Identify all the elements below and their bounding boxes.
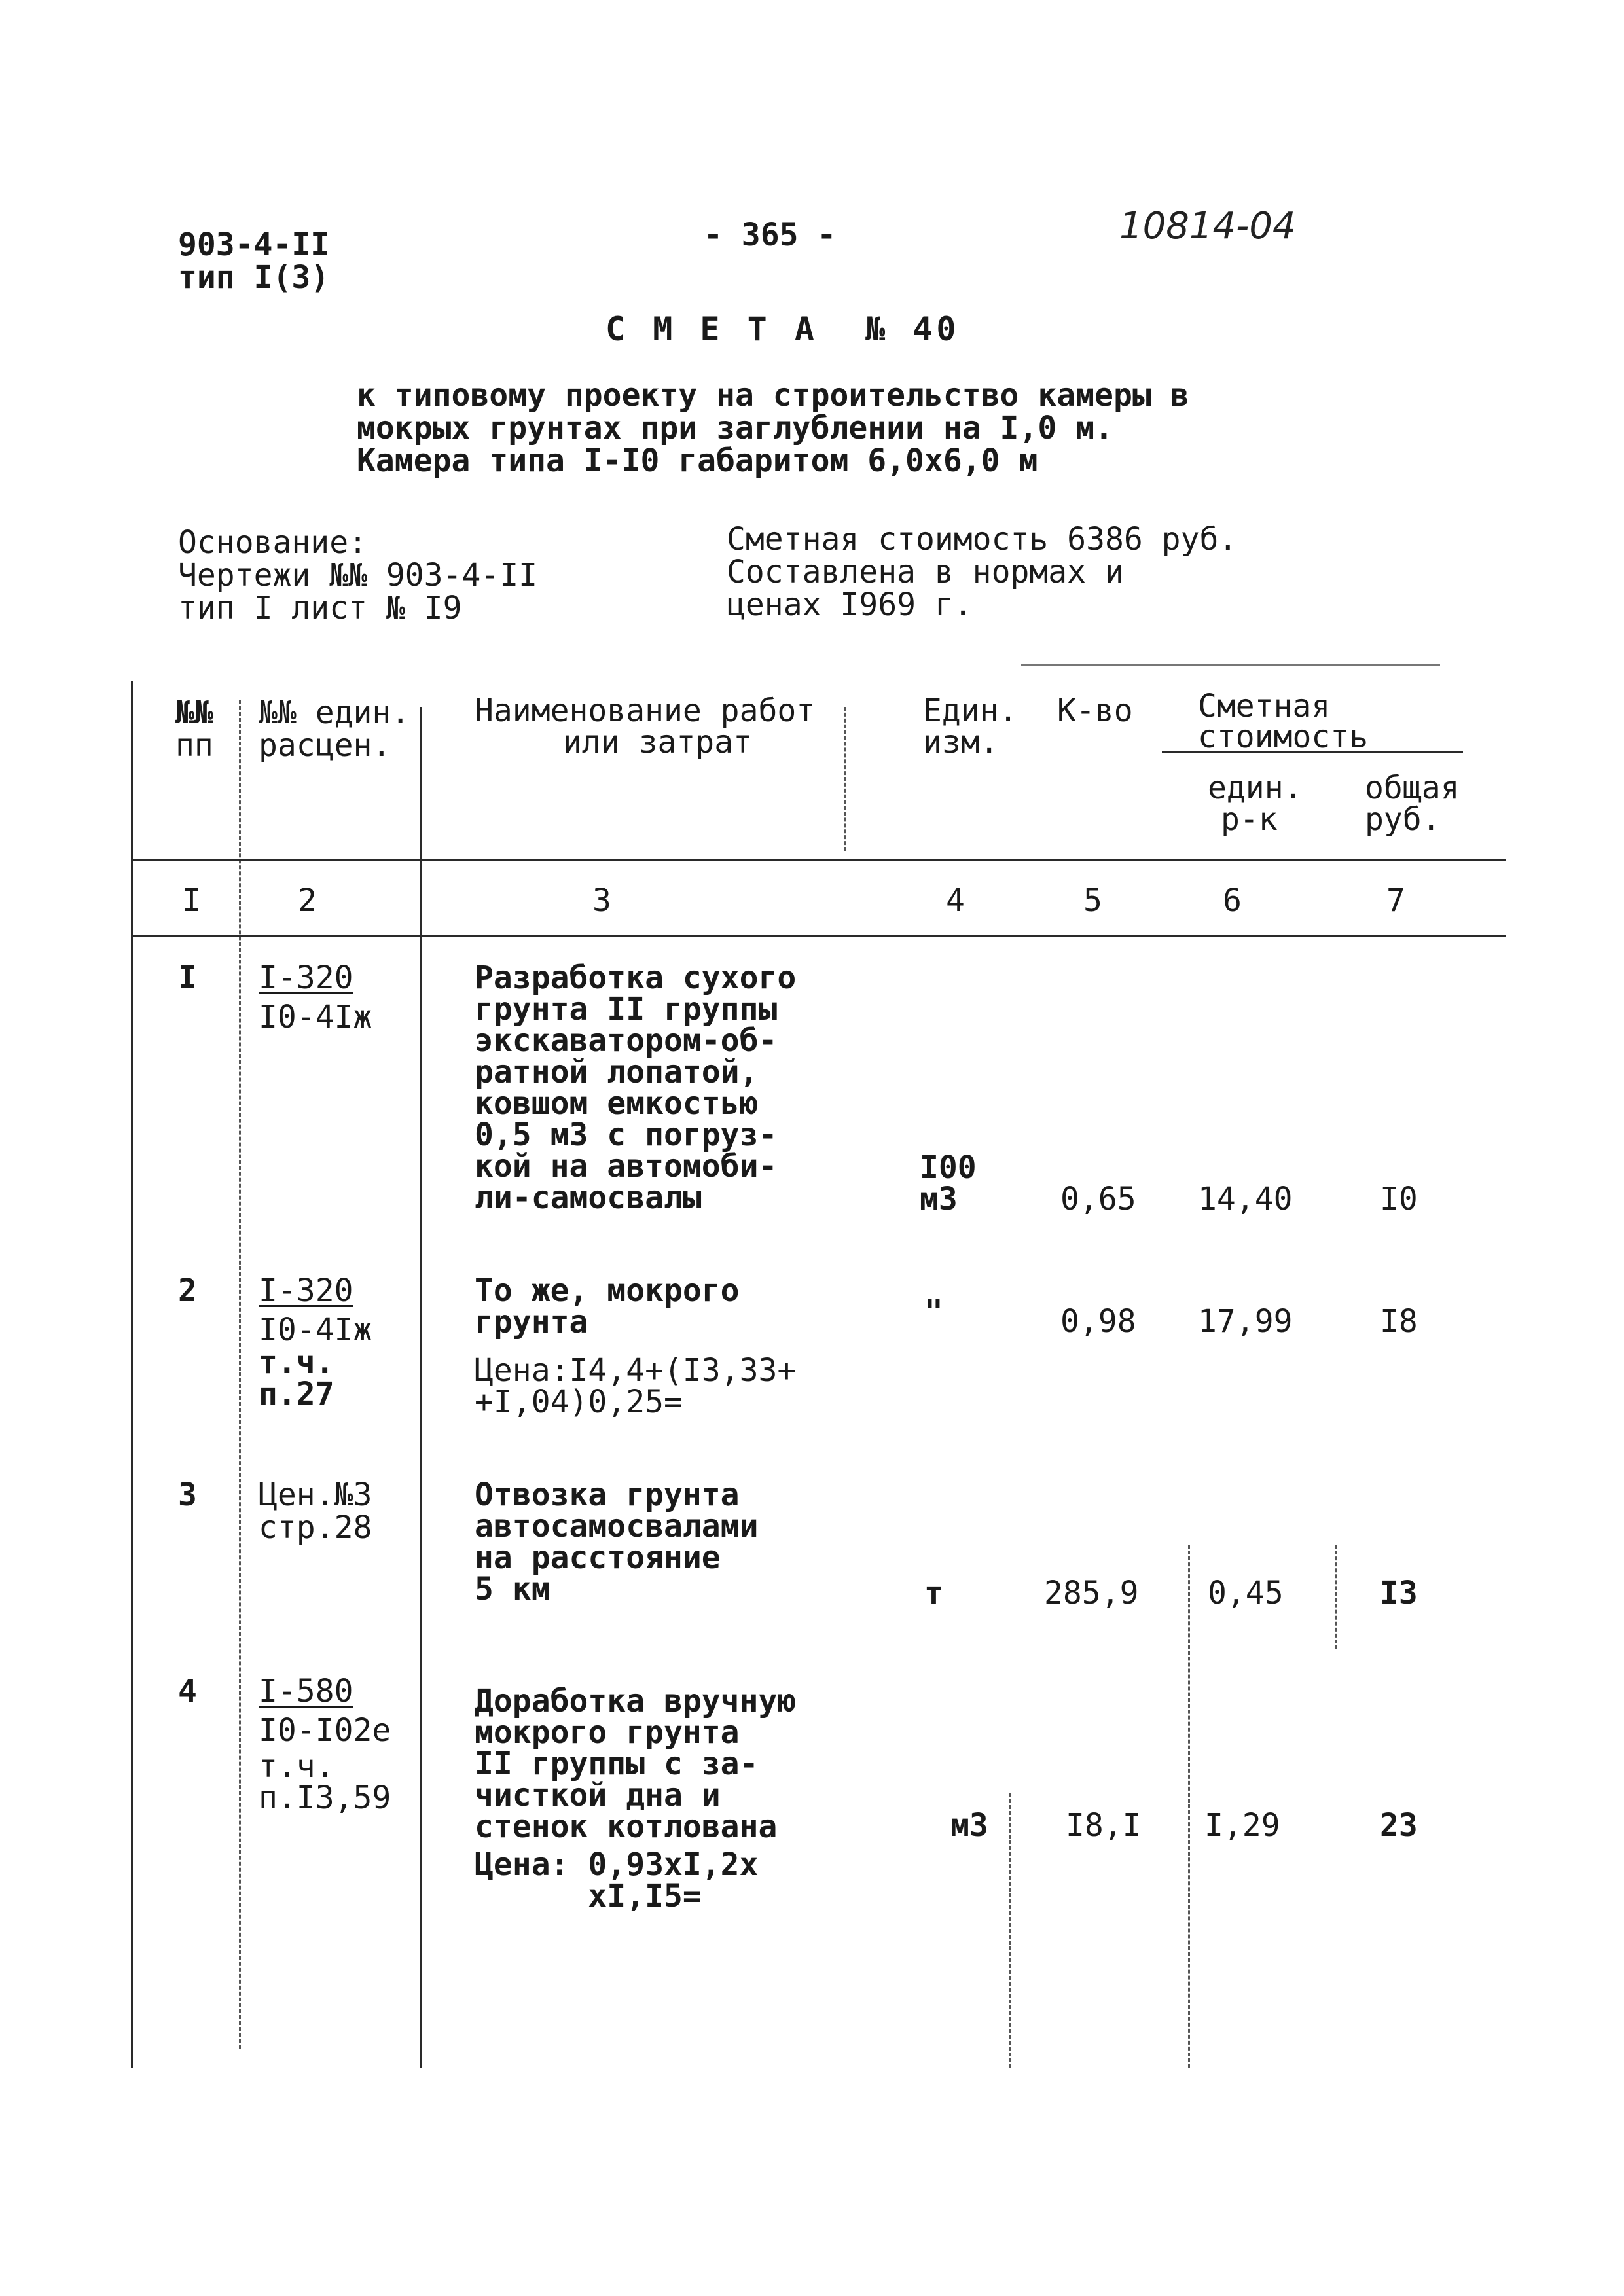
row-2-work-name: То же, мокрого грунта — [475, 1272, 740, 1340]
header-total-cost-b: руб. — [1365, 801, 1441, 838]
basis-sheet: тип I лист № I9 — [178, 590, 462, 626]
header-work-name-b: или затрат — [563, 724, 752, 761]
row-4-quantity: I8,I — [1066, 1807, 1142, 1844]
column-number-5: 5 — [1083, 882, 1102, 919]
header-unit-b: изм. — [923, 724, 999, 761]
header-total-cost-a: общая — [1365, 770, 1460, 806]
header-row-number-b: пп — [175, 727, 213, 764]
basis-drawings: Чертежи №№ 903-4-II — [178, 557, 538, 594]
row-4-rate-code-sub: I0-I02е — [259, 1712, 391, 1749]
header-quantity: К-во — [1057, 692, 1133, 729]
row-2-number: 2 — [178, 1272, 197, 1309]
row-1-work-name: Разработка сухого грунта II группы экскаватором-об- ратной лопатой, ковшом емкостью 0,5 м3 с погруз- кой на автомоби- ли-самосвалы — [475, 960, 797, 1216]
row-3-work-name: Отвозка грунта автосамосвалами на расстояние 5 км — [475, 1477, 759, 1607]
header-estimated-cost-a: Сметная — [1198, 688, 1331, 725]
row-1-quantity: 0,65 — [1060, 1181, 1136, 1217]
column-number-2: 2 — [298, 882, 317, 919]
row-2-rate-code: I-320 — [259, 1272, 353, 1309]
basis-label: Основание: — [178, 524, 367, 561]
row-3-unit-cost: 0,45 — [1208, 1575, 1284, 1611]
column-number-7: 7 — [1386, 882, 1405, 919]
row-2-unit: " — [924, 1293, 943, 1330]
document-title: С М Е Т А № 40 — [605, 310, 960, 348]
row-4-unit-cost: I,29 — [1204, 1807, 1280, 1844]
handwritten-reference: 10814-04 — [1119, 205, 1296, 247]
row-2-rate-code-extra: т.ч. п.27 — [259, 1344, 334, 1412]
prices-year: ценах I969 г. — [727, 586, 973, 623]
estimated-cost: Сметная стоимость 6386 руб. — [727, 521, 1238, 558]
row-1-number: I — [178, 960, 197, 996]
row-2-rate-code-sub: I0-4Iж — [259, 1312, 372, 1348]
row-3-rate-code: Цен.№3 — [259, 1477, 372, 1513]
row-2-price-note: Цена:I4,4+(I3,33+ +I,04)0,25= — [475, 1352, 797, 1420]
title-description-line1: к типовому проекту на строительство камеры в — [357, 377, 1189, 414]
column-number-1: I — [182, 882, 201, 919]
row-4-price-note: Цена: 0,93хI,2х хI,I5= — [475, 1846, 759, 1914]
row-1-rate-code: I-320 — [259, 960, 353, 996]
header-unit-cost-b: р-к — [1221, 801, 1278, 838]
document-type: тип I(3) — [178, 259, 330, 296]
row-2-quantity: 0,98 — [1060, 1303, 1136, 1340]
column-number-4: 4 — [946, 882, 965, 919]
row-3-unit: т — [924, 1575, 943, 1611]
row-4-rate-code: I-580 — [259, 1673, 353, 1710]
title-description-line3: Камера типа I-I0 габаритом 6,0х6,0 м — [357, 442, 1038, 479]
row-4-rate-code-extra: т.ч. п.I3,59 — [259, 1748, 391, 1816]
document-code: 903-4-II — [178, 226, 330, 263]
row-4-work-name: Доработка вручную мокрого грунта II группы с за- чисткой дна и стенок котлована — [475, 1683, 797, 1845]
header-estimated-cost-b: стоимость — [1198, 719, 1369, 755]
norms-note: Составлена в нормах и — [727, 554, 1124, 590]
row-3-rate-code-sub: стр.28 — [259, 1509, 372, 1546]
column-divider-5-6 — [1188, 1545, 1190, 2068]
header-work-name-a: Наименование работ — [475, 692, 816, 729]
header-unit-cost-a: един. — [1208, 770, 1303, 806]
row-4-total: 23 — [1380, 1807, 1418, 1844]
column-divider-2-3 — [420, 707, 422, 2068]
row-3-number: 3 — [178, 1477, 197, 1513]
row-4-unit: м3 — [950, 1807, 988, 1844]
table-left-border — [131, 681, 133, 2068]
row-1-unit: I00 м3 — [920, 1149, 977, 1217]
row-1-total: I0 — [1380, 1181, 1418, 1217]
row-4-number: 4 — [178, 1673, 197, 1710]
row-3-quantity: 285,9 — [1044, 1575, 1139, 1611]
column-divider-3-4 — [844, 707, 846, 851]
column-number-3: 3 — [592, 882, 611, 919]
row-3-total: I3 — [1380, 1575, 1418, 1611]
row-1-rate-code-sub: I0-4Iж — [259, 999, 372, 1035]
column-numbers-rule — [131, 935, 1506, 937]
column-divider-6-7 — [1335, 1545, 1337, 1649]
header-row-number-a: №№ — [175, 694, 213, 731]
header-rate-code-a: №№ един. — [259, 694, 410, 731]
column-divider-4-5 — [1009, 1793, 1011, 2068]
row-2-unit-cost: 17,99 — [1198, 1303, 1293, 1340]
row-1-unit-cost: 14,40 — [1198, 1181, 1293, 1217]
row-2-total: I8 — [1380, 1303, 1418, 1340]
column-divider-1-2 — [239, 700, 241, 2049]
header-rate-code-b: расцен. — [259, 727, 391, 764]
header-unit-a: Един. — [923, 692, 1018, 729]
header-bottom-rule — [131, 859, 1506, 861]
table-top-rule — [1021, 664, 1440, 666]
page-number: - 365 - — [704, 217, 837, 253]
column-number-6: 6 — [1223, 882, 1242, 919]
title-description-line2: мокрых грунтах при заглублении на I,0 м. — [357, 410, 1113, 446]
